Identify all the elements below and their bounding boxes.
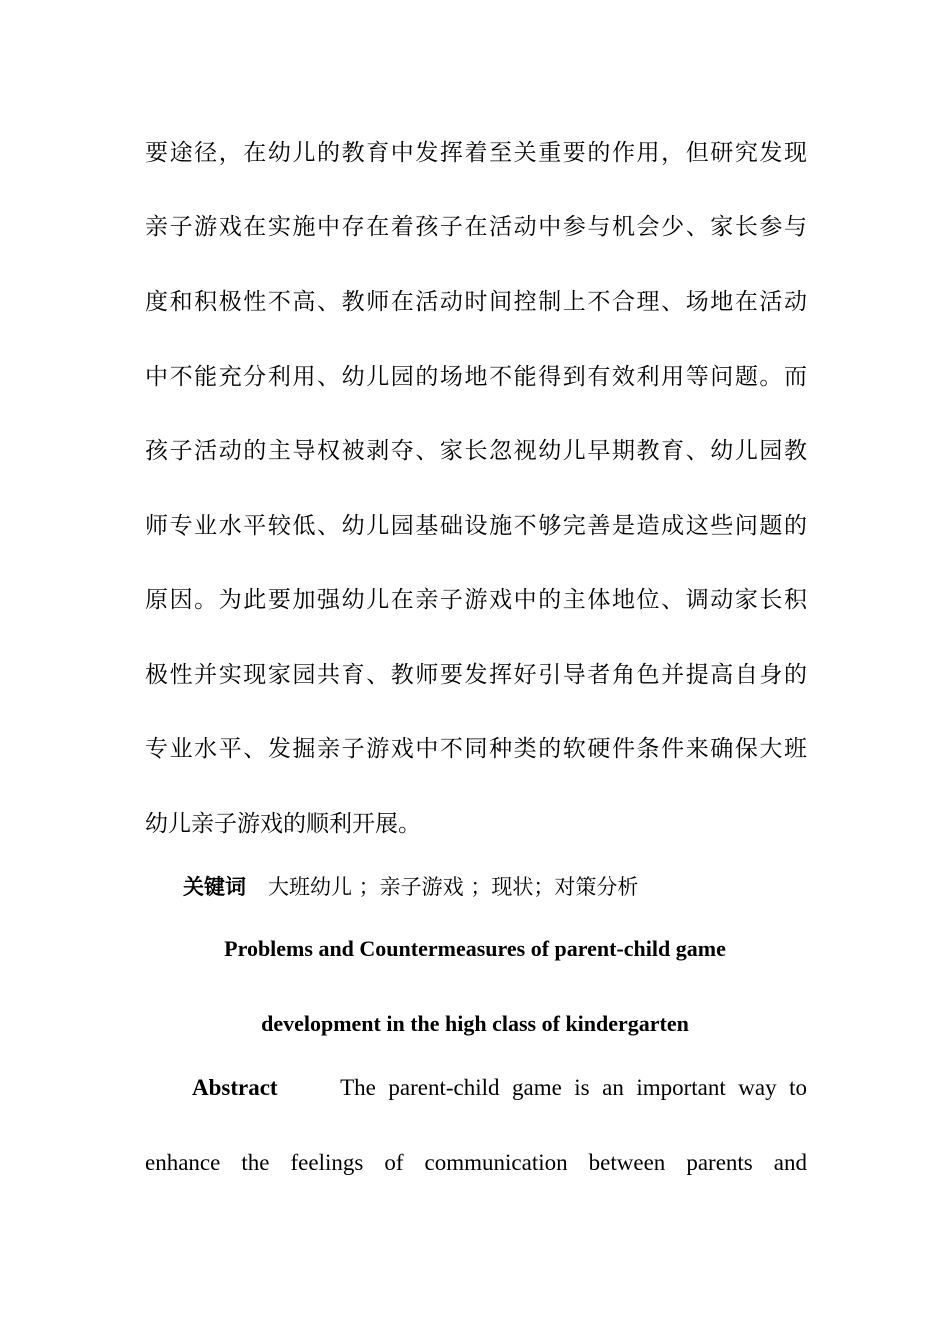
abstract-en-line: enhance the feelings of communication between parents and <box>145 1150 807 1175</box>
abstract-cn-line: 中不能充分利用、幼儿园的场地不能得到有效利用等问题。而 <box>145 364 807 390</box>
abstract-cn-line: 师专业水平较低、幼儿园基础设施不够完善是造成这些问题的 <box>145 513 807 539</box>
keywords-line <box>183 873 638 901</box>
english-title-line-1: Problems and Countermeasures of parent-child game <box>224 936 726 961</box>
abstract-label: Abstract <box>192 1075 278 1100</box>
abstract-cn-line: 极性并实现家园共育、教师要发挥好引导者角色并提高自身的 <box>145 662 807 688</box>
keywords-text: 大班幼儿 ；亲子游戏 ；现状；对策分析 <box>268 875 639 899</box>
abstract-cn-line: 度和积极性不高、教师在活动时间控制上不合理、场地在活动 <box>145 289 807 315</box>
english-title-line-2: development in the high class of kindergarten <box>261 1011 689 1036</box>
abstract-cn-line: 幼儿亲子游戏的顺利开展。 <box>145 811 421 837</box>
abstract-cn-line: 专业水平、发掘亲子游戏中不同种类的软硬件条件来确保大班 <box>145 736 807 762</box>
abstract-en-text: The parent-child game is an important way to <box>340 1075 807 1100</box>
abstract-en-line <box>192 1073 807 1103</box>
keywords-label: 关键词 <box>183 875 246 899</box>
abstract-cn-line: 原因。为此要加强幼儿在亲子游戏中的主体地位、调动家长积 <box>145 587 807 613</box>
abstract-cn-line: 亲子游戏在实施中存在着孩子在活动中参与机会少、家长参与 <box>145 214 807 240</box>
abstract-cn-line: 孩子活动的主导权被剥夺、家长忽视幼儿早期教育、幼儿园教 <box>145 438 807 464</box>
abstract-cn-line: 要途径，在幼儿的教育中发挥着至关重要的作用，但研究发现 <box>145 140 807 166</box>
